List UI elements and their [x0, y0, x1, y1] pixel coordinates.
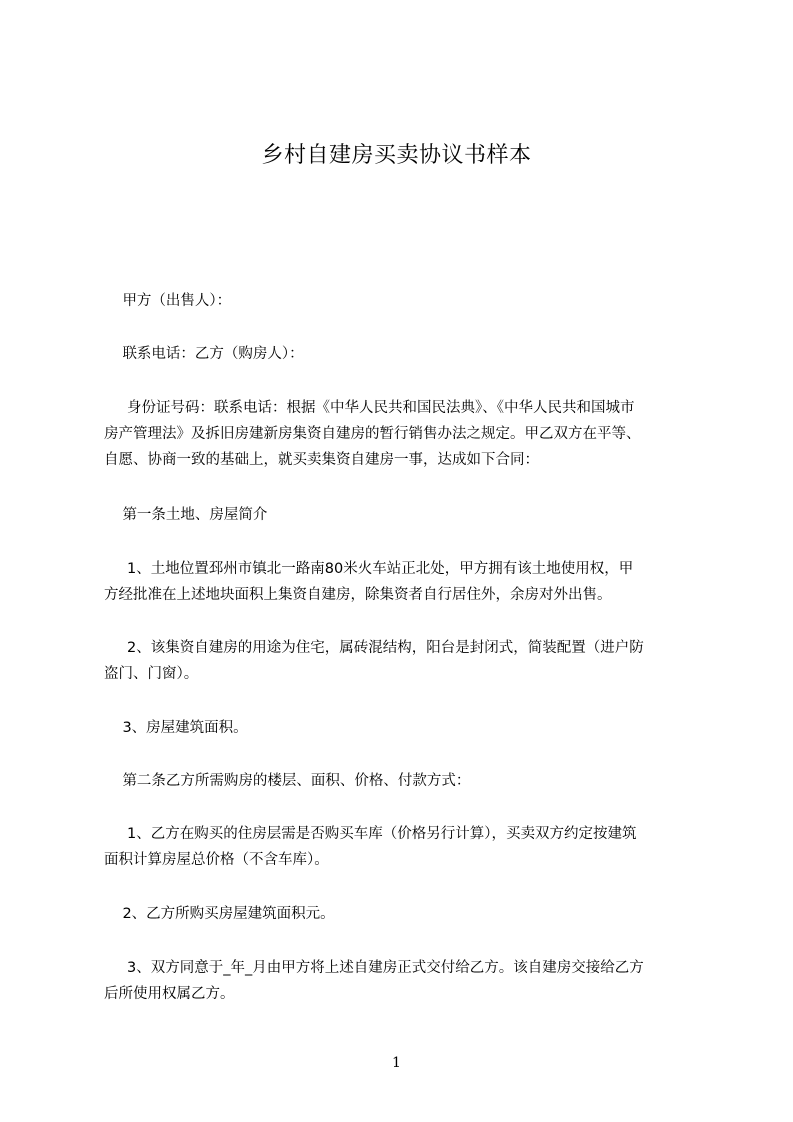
- article-2-item-1: 1、乙方在购买的住房层需是否购买车库（价格另行计算），买卖双方约定按建筑 面积计算房屋总价格（不含车库）。: [104, 826, 637, 868]
- article-2-heading: 第二条乙方所需购房的楼层、面积、价格、付款方式：: [104, 773, 471, 789]
- page-number: 1: [392, 1055, 401, 1071]
- article-2-item-3: 3、双方同意于_年_月由甲方将上述自建房正式交付给乙方。该自建房交接给乙方 后所使用权属乙方。: [104, 960, 644, 1002]
- contact-phone-party-b: 联系电话：乙方（购房人）：: [104, 346, 304, 362]
- party-a-seller: 甲方（出售人）：: [104, 293, 232, 309]
- article-2-item-2: 2、乙方所购买房屋建筑面积元。: [104, 906, 335, 922]
- document-title: 乡村自建房买卖协议书样本: [261, 143, 532, 168]
- article-1-heading: 第一条土地、房屋简介: [104, 507, 268, 523]
- article-1-item-3: 3、房屋建筑面积。: [104, 720, 248, 736]
- article-1-item-1: 1、土地位置邳州市镇北一路南80米火车站正北处，甲方拥有该土地使用权，甲 方经批准在上述地块面积上集资自建房，除集资者自行居住外，余房对外出售。: [104, 561, 634, 603]
- article-1-item-2: 2、该集资自建房的用途为住宅，属砖混结构，阳台是封闭式，简装配置（进户防 盗门、门窗）。: [104, 640, 644, 682]
- preamble-paragraph: 身份证号码：联系电话：根据《中华人民共和国民法典》、《中华人民共和国城市 房产管理法》及拆旧房建新房集资自建房的暂行销售办法之规定。甲乙双方在平等、 自愿、协商一致的基础上，就买卖集资自建房一事，达成如下合同：: [104, 400, 641, 468]
